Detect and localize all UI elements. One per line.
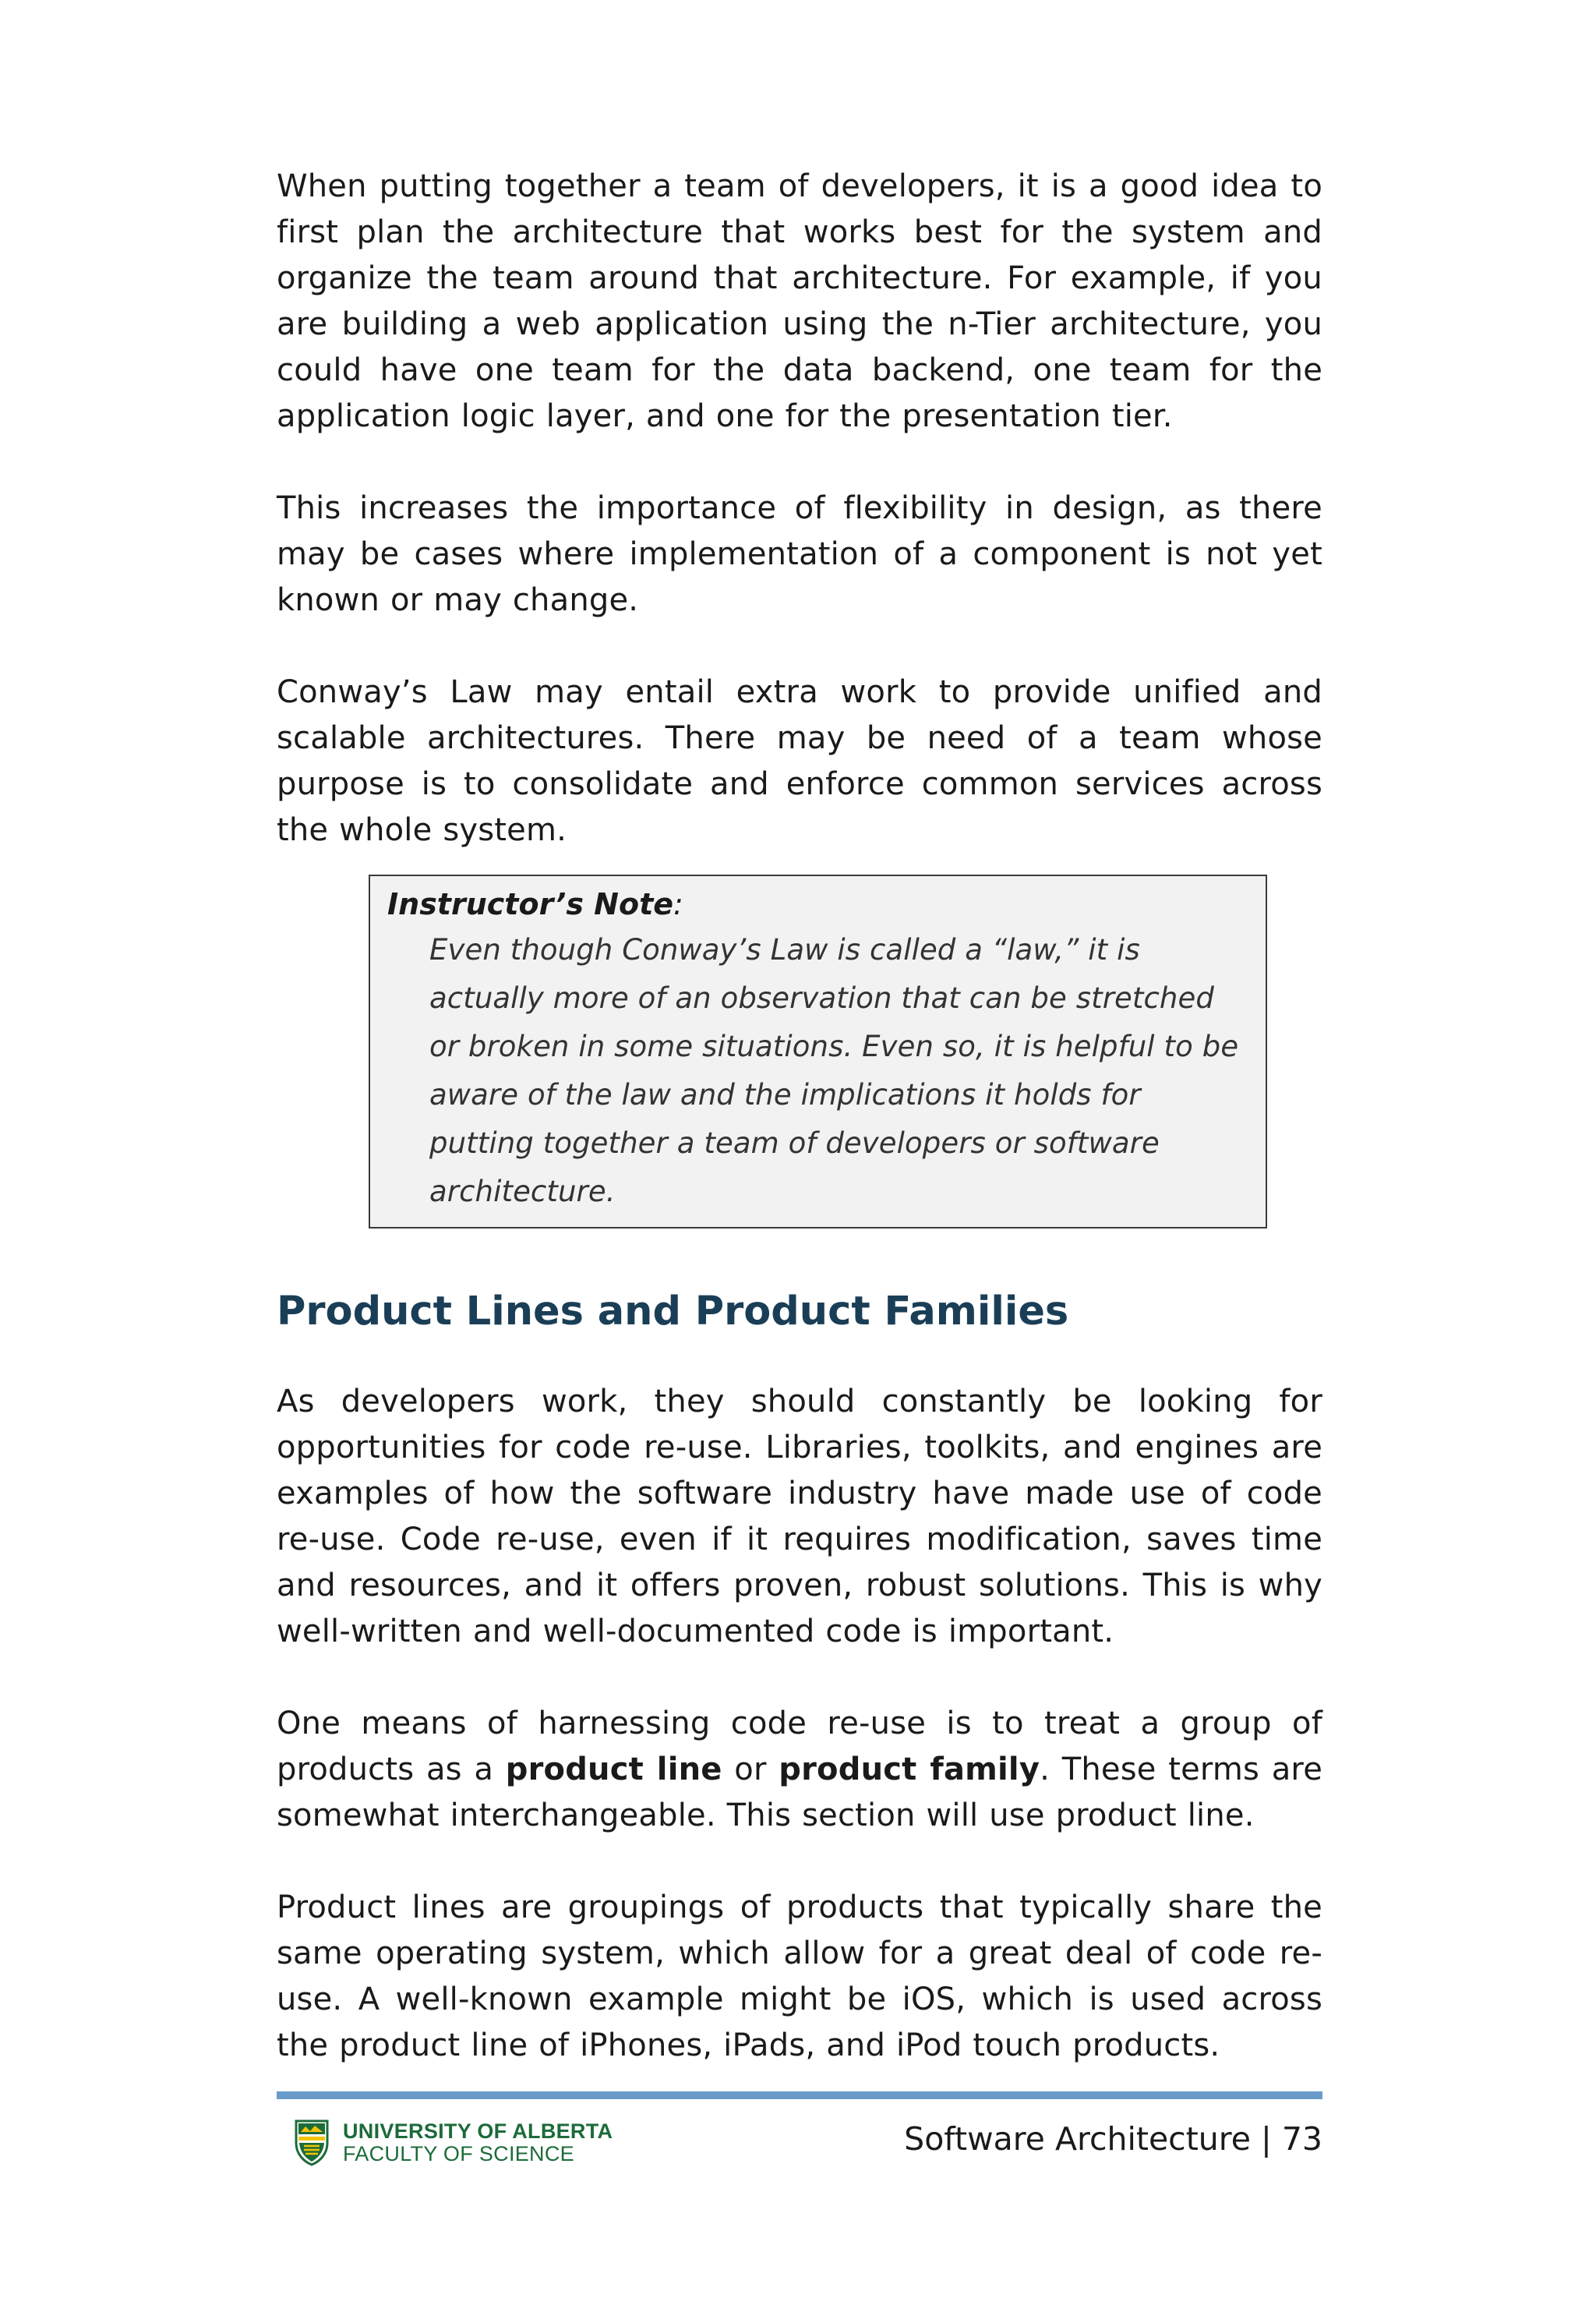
note-body: Even though Conway’s Law is called a “law,” it is actually more of an observation that can be stretched or broken in some situations. Even so, it is helpful to be aware of the law and the implications it holds for putting together a team of developers or software architecture. bbox=[429, 933, 1239, 1208]
paragraph-code-reuse: As developers work, they should constantly be looking for opportunities for code re-use. Libraries, toolkits, and engines are examples of how the software industry have made use of code re-use. Code re-use, even if it requires modification, saves time and resources, and it offers proven, robust solutions. This is why well-written and well-documented code is important. bbox=[277, 1384, 1322, 1649]
logo-faculty-name: FACULTY OF SCIENCE bbox=[343, 2142, 574, 2165]
logo-university-name: UNIVERSITY OF ALBERTA bbox=[343, 2119, 613, 2143]
paragraph-team-architecture: When putting together a team of developers, it is a good idea to first plan the architecture that works best for the system and organize the team around that architecture. For example, if you are building a web application using the n-Tier architecture, you could have one team for the data backend, one team for the application logic layer, and one for the presentation tier. bbox=[277, 168, 1322, 434]
product-line-text-3: . These terms are somewhat interchangeable. This section will use product line. bbox=[277, 1752, 1323, 1833]
instructors-note-box bbox=[369, 875, 1267, 1228]
university-logo bbox=[295, 2119, 613, 2167]
paragraph-product-groupings: Product lines are groupings of products that typically share the same operating system, which allow for a great deal of code re-use. A well-known example might be iOS, which is used across the product line of iPhones, iPads, and iPod touch products. bbox=[277, 1890, 1322, 2063]
note-title-colon: : bbox=[673, 887, 683, 921]
page-content bbox=[277, 164, 1322, 2115]
term-product-line: product line bbox=[505, 1752, 722, 1787]
section-heading: Product Lines and Product Families bbox=[277, 1289, 1069, 1335]
footer-rule bbox=[277, 2091, 1322, 2099]
logo-text bbox=[343, 2120, 613, 2165]
note-title-label: Instructor’s Note bbox=[387, 887, 674, 921]
product-line-text-2: or bbox=[722, 1752, 779, 1787]
paragraph-flexibility: This increases the importance of flexibility in design, as there may be cases where implementation of a component is not yet known or may change. bbox=[277, 490, 1322, 618]
university-shield-icon bbox=[295, 2119, 329, 2166]
paragraph-product-line bbox=[277, 1701, 1322, 1839]
page-number-label: Software Architecture | 73 bbox=[904, 2120, 1322, 2158]
term-product-family: product family bbox=[779, 1752, 1040, 1787]
note-title bbox=[387, 882, 1247, 926]
paragraph-conways-law: Conway’s Law may entail extra work to provide unified and scalable architectures. There may be need of a team whose purpose is to consolidate and enforce common services across the whole system. bbox=[277, 674, 1322, 848]
product-line-text-1: One means of harnessing code re-use is to treat a group of products as a bbox=[277, 1706, 1322, 1787]
